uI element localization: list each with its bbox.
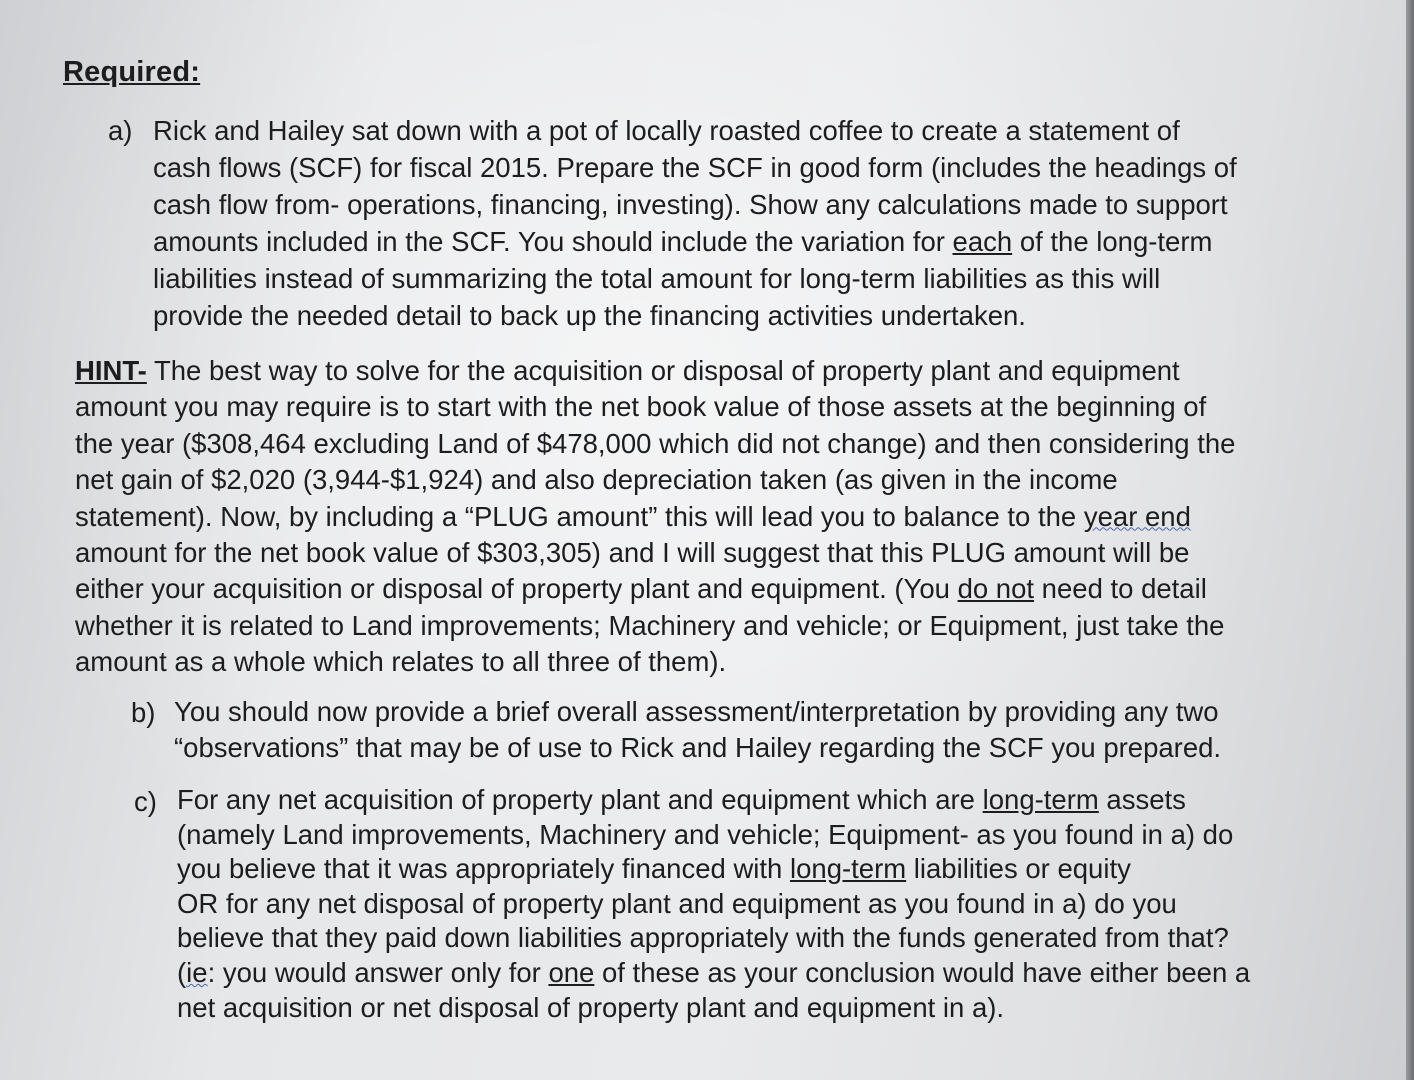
spellcheck-ie: ie [186, 956, 208, 988]
hint-line: amount as a whole which relates to all three of them). [75, 646, 727, 678]
hint-line: amount you may require is to start with the net book value of those assets at the beginning of [75, 391, 1207, 423]
hint-paragraph [75, 353, 1235, 681]
item-a-text [153, 112, 1237, 334]
item-a-marker: a) [108, 115, 133, 146]
spellcheck-year-end: year end [1083, 500, 1191, 532]
hint-line: statement). Now, by including a “PLUG amount” this will lead you to balance to the year end [75, 500, 1191, 532]
item-c-line: net acquisition or net disposal of property plant and equipment in a). [177, 991, 1005, 1023]
item-b-line: “observations” that may be of use to Rick and Hailey regarding the SCF you prepared. [174, 732, 1222, 763]
hint-line: amount for the net book value of $303,305) and I will suggest that this PLUG amount will be [75, 537, 1190, 569]
emphasis-one: one [548, 956, 595, 988]
item-b-text [174, 694, 1221, 766]
item-c-marker: c) [134, 786, 157, 817]
emphasis-long-term: long-term [790, 853, 907, 885]
hint-line: whether it is related to Land improvements; Machinery and vehicle; or Equipment, just take the [75, 609, 1225, 641]
item-c-text [177, 783, 1250, 1025]
hint-line: either your acquisition or disposal of property plant and equipment. (You do not need to detail [75, 573, 1207, 605]
emphasis-do-not: do not [957, 573, 1035, 605]
item-a-line: cash flows (SCF) for fiscal 2015. Prepare the SCF in good form (includes the headings of [153, 152, 1237, 183]
item-a-line: provide the needed detail to back up the financing activities undertaken. [153, 300, 1026, 331]
item-c-line: (ie: you would answer only for one of these as your conclusion would have either been a [177, 956, 1251, 988]
hint-line: net gain of $2,020 (3,944-$1,924) and also depreciation taken (as given in the income [75, 464, 1118, 496]
monitor-edge [1406, 0, 1414, 1080]
item-a-line: liabilities instead of summarizing the total amount for long-term liabilities as this will [153, 263, 1161, 294]
item-a-line: Rick and Hailey sat down with a pot of locally roasted coffee to create a statement of [153, 115, 1180, 146]
item-b-marker: b) [131, 697, 156, 728]
item-b-line: You should now provide a brief overall assessment/interpretation by providing any two [174, 696, 1219, 727]
emphasis-each: each [952, 226, 1013, 257]
item-c-line: believe that they paid down liabilities appropriately with the funds generated from that? [177, 922, 1229, 954]
item-c-line: (namely Land improvements, Machinery and vehicle; Equipment- as you found in a) do [177, 818, 1234, 850]
hint-line: HINT- The best way to solve for the acquisition or disposal of property plant and equipment [75, 355, 1180, 386]
item-c-line: OR for any net disposal of property plant and equipment as you found in a) do you [177, 887, 1177, 919]
hint-label: HINT- [75, 355, 147, 386]
item-c-line: For any net acquisition of property plant and equipment which are long-term assets [177, 784, 1186, 815]
item-a-line: cash flow from- operations, financing, investing). Show any calculations made to support [153, 189, 1228, 220]
hint-line: the year ($308,464 excluding Land of $478,000 which did not change) and then considering the [75, 427, 1236, 459]
item-a-line: amounts included in the SCF. You should include the variation for each of the long-term [153, 226, 1213, 257]
required-heading: Required: [63, 56, 201, 88]
emphasis-long-term: long-term [982, 784, 1099, 815]
item-c-line: you believe that it was appropriately financed with long-term liabilities or equity [177, 853, 1131, 885]
